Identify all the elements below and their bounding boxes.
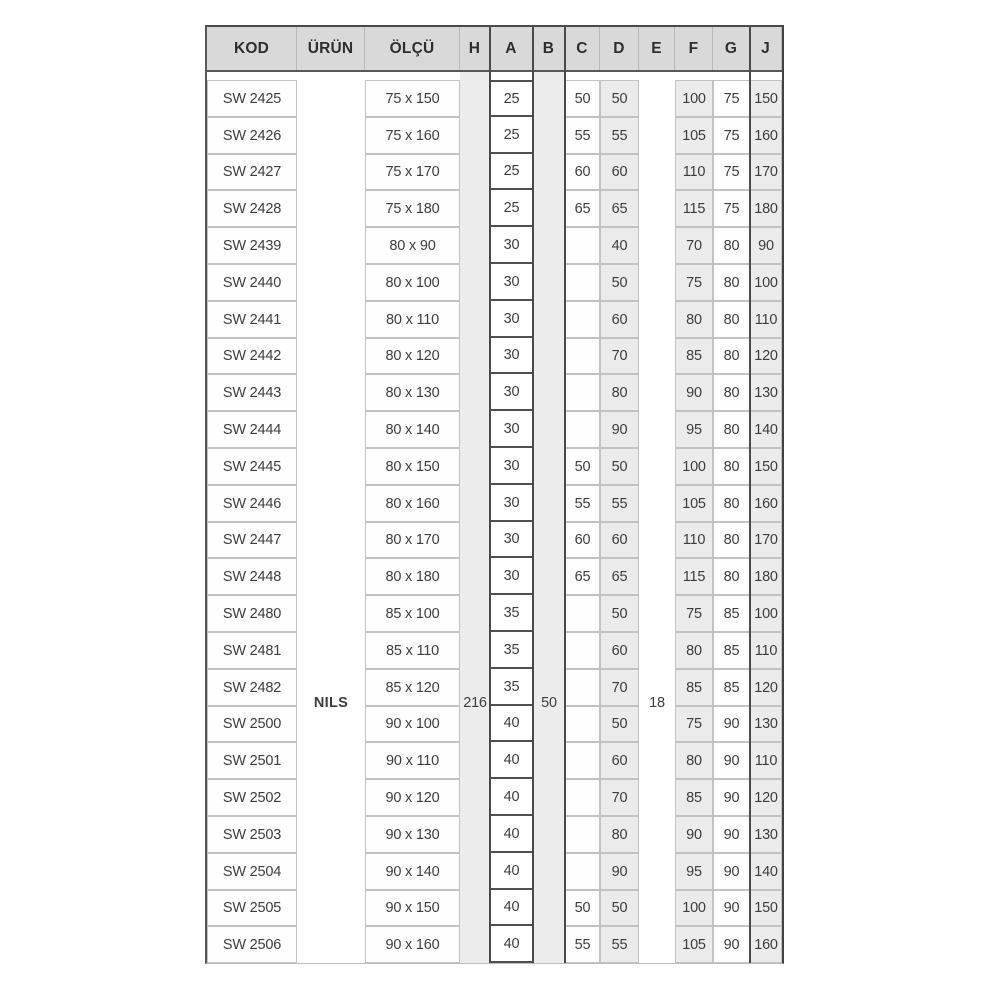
cell-olcu: 90 x 110 <box>365 742 460 779</box>
cell-d: 90 <box>600 853 639 890</box>
cell-olcu: 90 x 140 <box>365 853 460 890</box>
cell-c <box>565 706 600 742</box>
cell-g: 90 <box>713 890 750 926</box>
cell-c <box>565 595 600 632</box>
cell-olcu: 80 x 180 <box>365 558 460 595</box>
cell-f: 105 <box>675 926 713 963</box>
column-b-fill <box>533 72 565 963</box>
divider-h-a <box>489 27 491 963</box>
cell-d: 55 <box>600 926 639 963</box>
cell-c <box>565 301 600 338</box>
cell-c <box>565 374 600 411</box>
cell-f: 85 <box>675 779 713 816</box>
cell-j: 120 <box>750 779 782 816</box>
cell-f: 100 <box>675 80 713 117</box>
cell-olcu: 80 x 120 <box>365 338 460 374</box>
cell-f: 100 <box>675 890 713 926</box>
cell-g: 80 <box>713 301 750 338</box>
cell-c <box>565 779 600 816</box>
cell-olcu: 90 x 120 <box>365 779 460 816</box>
cell-kod: SW 2446 <box>207 485 297 522</box>
cell-kod: SW 2504 <box>207 853 297 890</box>
divider-g-j <box>749 27 751 963</box>
cell-f: 110 <box>675 154 713 190</box>
cell-kod: SW 2445 <box>207 448 297 485</box>
cell-f: 80 <box>675 301 713 338</box>
cell-j: 110 <box>750 632 782 669</box>
cell-j: 130 <box>750 706 782 742</box>
cell-g: 80 <box>713 558 750 595</box>
cell-j: 150 <box>750 448 782 485</box>
cell-kod: SW 2439 <box>207 227 297 264</box>
cell-olcu: 75 x 150 <box>365 80 460 117</box>
cell-c: 55 <box>565 926 600 963</box>
cell-f: 75 <box>675 595 713 632</box>
column-header-g: G <box>713 27 750 70</box>
cell-c: 60 <box>565 522 600 558</box>
cell-olcu: 90 x 130 <box>365 816 460 853</box>
cell-g: 85 <box>713 669 750 706</box>
cell-j: 100 <box>750 264 782 301</box>
cell-a: 25 <box>490 190 533 227</box>
cell-d: 50 <box>600 264 639 301</box>
cell-f: 100 <box>675 448 713 485</box>
cell-g: 80 <box>713 448 750 485</box>
cell-olcu: 80 x 130 <box>365 374 460 411</box>
cell-d: 60 <box>600 522 639 558</box>
cell-f: 95 <box>675 411 713 448</box>
cell-j: 180 <box>750 190 782 227</box>
cell-d: 50 <box>600 706 639 742</box>
cell-kod: SW 2426 <box>207 117 297 154</box>
column-header-d: D <box>600 27 639 70</box>
divider-b-c <box>564 27 566 963</box>
column-header-e: E <box>639 27 675 70</box>
cell-j: 130 <box>750 816 782 853</box>
cell-g: 75 <box>713 117 750 154</box>
cell-a: 30 <box>490 522 533 558</box>
cell-d: 70 <box>600 338 639 374</box>
cell-olcu: 90 x 150 <box>365 890 460 926</box>
cell-j: 160 <box>750 485 782 522</box>
divider-a-b <box>532 27 534 963</box>
cell-a: 35 <box>490 595 533 632</box>
cell-kod: SW 2425 <box>207 80 297 117</box>
cell-a: 40 <box>490 816 533 853</box>
cell-c: 55 <box>565 117 600 154</box>
cell-olcu: 75 x 160 <box>365 117 460 154</box>
cell-f: 75 <box>675 706 713 742</box>
cell-kod: SW 2444 <box>207 411 297 448</box>
cell-c: 50 <box>565 80 600 117</box>
cell-j: 110 <box>750 742 782 779</box>
cell-f: 75 <box>675 264 713 301</box>
cell-g: 90 <box>713 853 750 890</box>
product-dimensions-table <box>205 25 784 964</box>
cell-kod: SW 2505 <box>207 890 297 926</box>
cell-g: 80 <box>713 522 750 558</box>
column-header-urun: ÜRÜN <box>297 27 365 70</box>
cell-olcu: 75 x 180 <box>365 190 460 227</box>
cell-kod: SW 2503 <box>207 816 297 853</box>
cell-j: 120 <box>750 669 782 706</box>
cell-kod: SW 2441 <box>207 301 297 338</box>
cell-kod: SW 2506 <box>207 926 297 963</box>
cell-olcu: 85 x 120 <box>365 669 460 706</box>
cell-g: 90 <box>713 742 750 779</box>
cell-c: 65 <box>565 558 600 595</box>
cell-c: 55 <box>565 485 600 522</box>
cell-j: 170 <box>750 522 782 558</box>
table-inner <box>207 27 782 963</box>
cell-c <box>565 227 600 264</box>
cell-olcu: 80 x 110 <box>365 301 460 338</box>
cell-d: 90 <box>600 411 639 448</box>
cell-kod: SW 2481 <box>207 632 297 669</box>
cell-g: 85 <box>713 632 750 669</box>
column-header-j: J <box>750 27 782 70</box>
cell-f: 95 <box>675 853 713 890</box>
cell-olcu: 85 x 100 <box>365 595 460 632</box>
cell-d: 50 <box>600 80 639 117</box>
cell-olcu: 80 x 150 <box>365 448 460 485</box>
cell-j: 160 <box>750 117 782 154</box>
column-header-c: C <box>565 27 600 70</box>
cell-f: 85 <box>675 669 713 706</box>
cell-c <box>565 669 600 706</box>
cell-kod: SW 2440 <box>207 264 297 301</box>
cell-olcu: 80 x 140 <box>365 411 460 448</box>
column-header-f: F <box>675 27 713 70</box>
cell-a: 30 <box>490 558 533 595</box>
cell-kod: SW 2447 <box>207 522 297 558</box>
cell-d: 65 <box>600 190 639 227</box>
cell-c <box>565 338 600 374</box>
cell-c <box>565 853 600 890</box>
cell-j: 150 <box>750 80 782 117</box>
cell-f: 90 <box>675 374 713 411</box>
cell-f: 70 <box>675 227 713 264</box>
cell-j: 170 <box>750 154 782 190</box>
cell-a: 40 <box>490 706 533 742</box>
cell-f: 115 <box>675 190 713 227</box>
cell-f: 85 <box>675 338 713 374</box>
column-header-olcu: ÖLÇÜ <box>365 27 460 70</box>
cell-d: 60 <box>600 742 639 779</box>
cell-c: 65 <box>565 190 600 227</box>
cell-a: 40 <box>490 779 533 816</box>
cell-c <box>565 264 600 301</box>
cell-g: 80 <box>713 485 750 522</box>
cell-f: 90 <box>675 816 713 853</box>
cell-olcu: 80 x 160 <box>365 485 460 522</box>
cell-d: 50 <box>600 448 639 485</box>
cell-g: 75 <box>713 80 750 117</box>
cell-j: 130 <box>750 374 782 411</box>
cell-a: 30 <box>490 448 533 485</box>
column-header-kod: KOD <box>207 27 297 70</box>
cell-g: 90 <box>713 926 750 963</box>
cell-a: 40 <box>490 853 533 890</box>
cell-f: 80 <box>675 632 713 669</box>
cell-j: 160 <box>750 926 782 963</box>
column-header-h: H <box>460 27 490 70</box>
cell-a: 35 <box>490 669 533 706</box>
merged-value-b: 50 <box>541 695 557 711</box>
cell-kod: SW 2442 <box>207 338 297 374</box>
cell-j: 140 <box>750 853 782 890</box>
cell-olcu: 80 x 90 <box>365 227 460 264</box>
cell-g: 75 <box>713 190 750 227</box>
cell-f: 80 <box>675 742 713 779</box>
cell-g: 80 <box>713 227 750 264</box>
cell-g: 80 <box>713 411 750 448</box>
cell-j: 110 <box>750 301 782 338</box>
cell-d: 60 <box>600 154 639 190</box>
cell-j: 140 <box>750 411 782 448</box>
cell-olcu: 80 x 170 <box>365 522 460 558</box>
cell-kod: SW 2428 <box>207 190 297 227</box>
cell-d: 60 <box>600 301 639 338</box>
cell-d: 80 <box>600 374 639 411</box>
merged-value-e: 18 <box>649 695 665 711</box>
cell-kod: SW 2448 <box>207 558 297 595</box>
cell-g: 80 <box>713 338 750 374</box>
cell-g: 90 <box>713 779 750 816</box>
cell-olcu: 90 x 160 <box>365 926 460 963</box>
cell-g: 75 <box>713 154 750 190</box>
cell-kod: SW 2500 <box>207 706 297 742</box>
cell-kod: SW 2501 <box>207 742 297 779</box>
cell-a: 40 <box>490 742 533 779</box>
cell-kod: SW 2482 <box>207 669 297 706</box>
cell-olcu: 80 x 100 <box>365 264 460 301</box>
cell-a: 25 <box>490 117 533 154</box>
cell-f: 110 <box>675 522 713 558</box>
cell-a: 40 <box>490 926 533 963</box>
cell-g: 80 <box>713 264 750 301</box>
cell-d: 60 <box>600 632 639 669</box>
column-header-b: B <box>533 27 565 70</box>
cell-c: 50 <box>565 448 600 485</box>
merged-value-h: 216 <box>463 695 487 711</box>
cell-a: 30 <box>490 301 533 338</box>
cell-a: 30 <box>490 227 533 264</box>
cell-kod: SW 2443 <box>207 374 297 411</box>
cell-c <box>565 411 600 448</box>
cell-c <box>565 632 600 669</box>
cell-c <box>565 742 600 779</box>
cell-g: 90 <box>713 816 750 853</box>
cell-a: 25 <box>490 154 533 190</box>
cell-kod: SW 2480 <box>207 595 297 632</box>
cell-c: 60 <box>565 154 600 190</box>
cell-a: 35 <box>490 632 533 669</box>
cell-d: 70 <box>600 669 639 706</box>
cell-olcu: 85 x 110 <box>365 632 460 669</box>
cell-a: 30 <box>490 374 533 411</box>
cell-f: 105 <box>675 117 713 154</box>
cell-a: 30 <box>490 264 533 301</box>
cell-g: 90 <box>713 706 750 742</box>
cell-f: 105 <box>675 485 713 522</box>
cell-j: 100 <box>750 595 782 632</box>
cell-d: 70 <box>600 779 639 816</box>
column-header-a: A <box>490 27 533 70</box>
cell-a: 30 <box>490 411 533 448</box>
cell-d: 55 <box>600 485 639 522</box>
cell-olcu: 75 x 170 <box>365 154 460 190</box>
cell-kod: SW 2427 <box>207 154 297 190</box>
cell-a: 25 <box>490 80 533 117</box>
cell-d: 50 <box>600 595 639 632</box>
cell-a: 40 <box>490 890 533 926</box>
cell-j: 90 <box>750 227 782 264</box>
table-header-row <box>207 27 782 72</box>
cell-kod: SW 2502 <box>207 779 297 816</box>
cell-c <box>565 816 600 853</box>
cell-a: 30 <box>490 485 533 522</box>
cell-j: 180 <box>750 558 782 595</box>
cell-g: 85 <box>713 595 750 632</box>
cell-j: 150 <box>750 890 782 926</box>
cell-d: 50 <box>600 890 639 926</box>
cell-olcu: 90 x 100 <box>365 706 460 742</box>
column-h-fill <box>460 72 490 963</box>
cell-d: 55 <box>600 117 639 154</box>
cell-d: 40 <box>600 227 639 264</box>
cell-f: 115 <box>675 558 713 595</box>
cell-j: 120 <box>750 338 782 374</box>
cell-d: 65 <box>600 558 639 595</box>
cell-g: 80 <box>713 374 750 411</box>
merged-value-urun: NILS <box>313 695 349 711</box>
cell-c: 50 <box>565 890 600 926</box>
cell-a: 30 <box>490 338 533 374</box>
cell-d: 80 <box>600 816 639 853</box>
